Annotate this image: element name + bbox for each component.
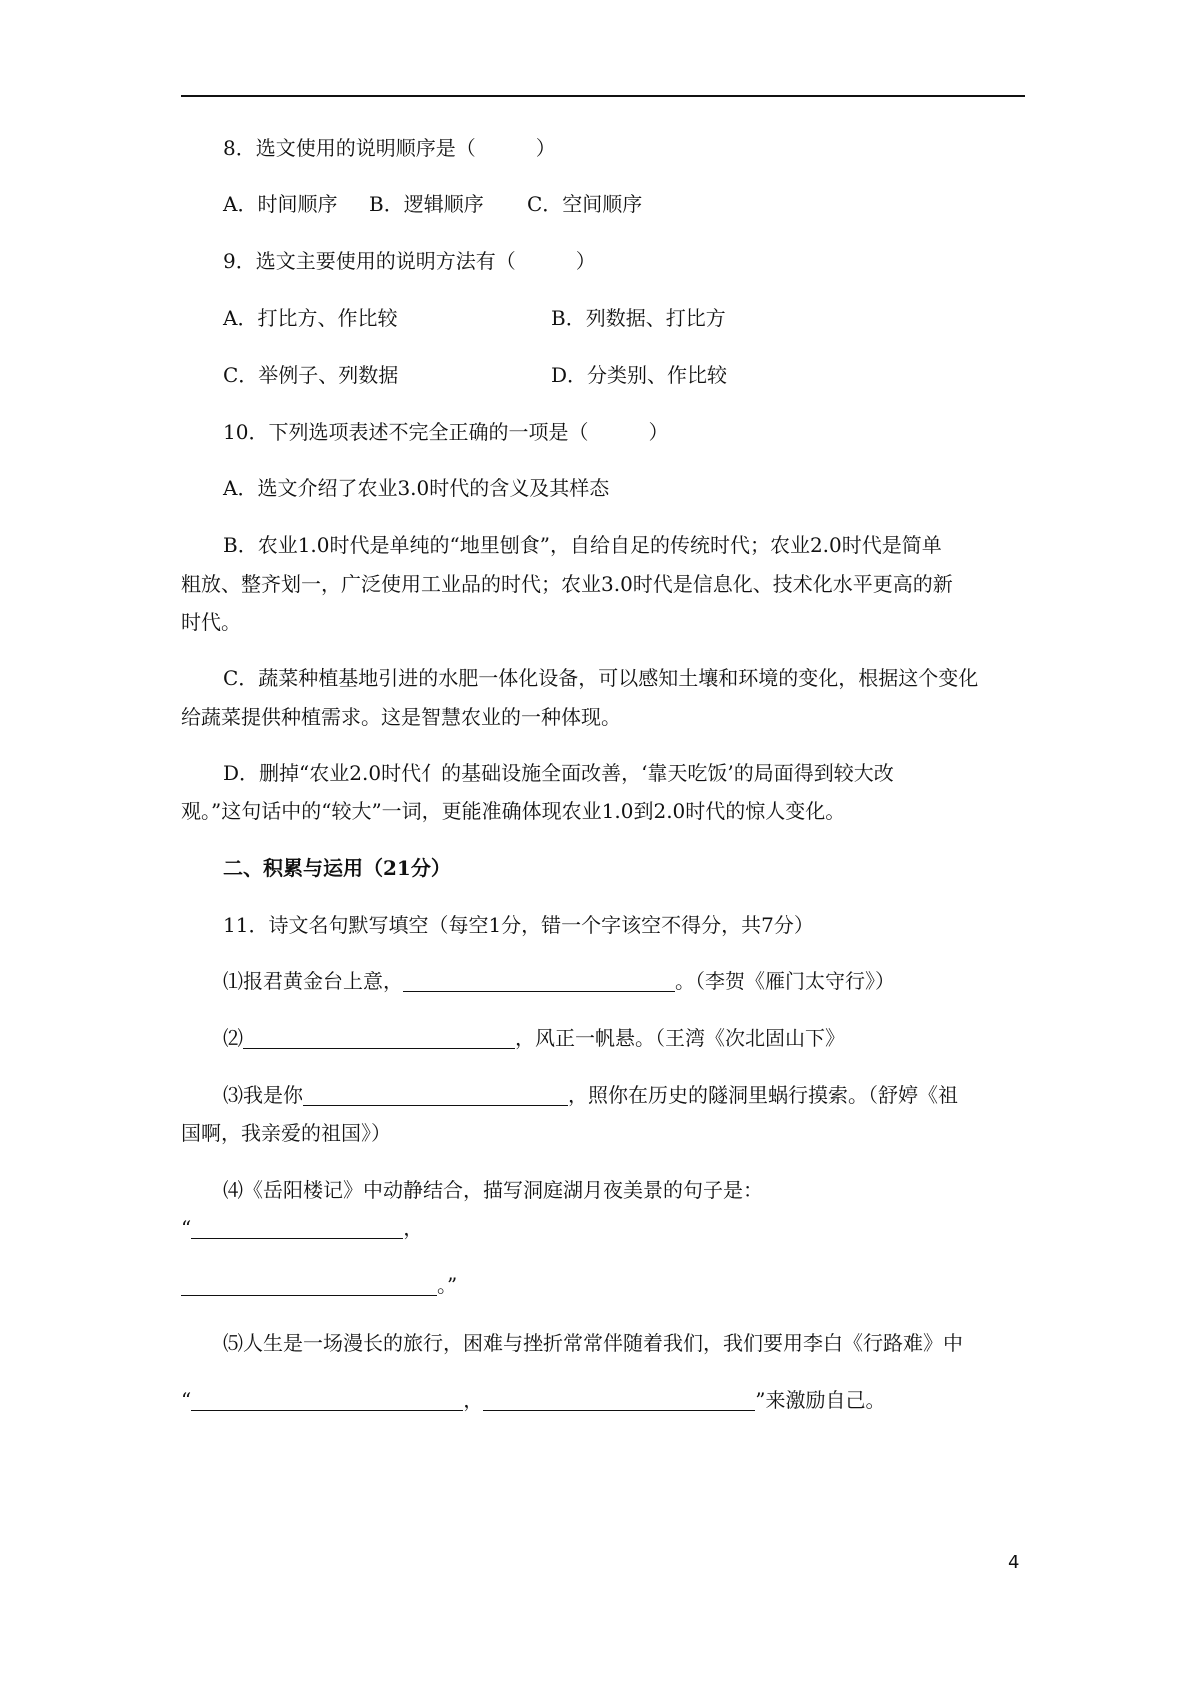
section-title: 二、积累与运用（21分） [223, 856, 451, 880]
q9-option-d: D．分类别、作比较 [551, 363, 728, 387]
header-rule [181, 95, 1025, 97]
q9-option-c: C．举例子、列数据 [223, 363, 399, 387]
q11-item-2-prefix: ⑵ [223, 1026, 243, 1050]
q11-item-3-line2: 国啊，我亲爱的祖国》） [181, 1121, 391, 1145]
q10-option-c-line2: 给蔬菜提供种植需求。这是智慧农业的一种体现。 [181, 705, 621, 729]
q8-stem: 8．选文使用的说明顺序是（ ） [223, 136, 556, 160]
fill-blank-5a[interactable] [191, 1388, 463, 1411]
q9-option-b: B．列数据、打比方 [551, 306, 726, 330]
q11-item-3-prefix: ⑶我是你 [223, 1083, 303, 1107]
q9-options-row1 [181, 302, 1067, 334]
q8-option-a: A．时间顺序 [223, 192, 338, 216]
q11-item-2-suffix: ，风正一帆悬。（王湾《次北固山下》 [515, 1026, 845, 1050]
q11-item-1 [181, 965, 1067, 997]
q11-item-4-comma: ， [403, 1216, 424, 1240]
q8-option-c: C．空间顺序 [527, 192, 643, 216]
fill-blank-1[interactable] [403, 969, 675, 992]
q11-item-5-suffix: ”来激励自己。 [755, 1388, 886, 1412]
q8-option-b: B．逻辑顺序 [369, 192, 484, 216]
q10-option-b-line1: B．农业1.0时代是单纯的“地里刨食”，自给自足的传统时代；农业2.0时代是简单 [223, 533, 942, 557]
q8-options [181, 188, 1067, 220]
q11-item-4-answer-line2 [181, 1269, 1025, 1301]
q10-option-c-line1: C．蔬菜种植基地引进的水肥一体化设备，可以感知土壤和环境的变化，根据这个变化 [223, 666, 979, 690]
fill-blank-3[interactable] [303, 1083, 568, 1106]
q11-item-4-close: 。” [437, 1273, 458, 1297]
fill-blank-2[interactable] [243, 1026, 515, 1049]
q10-option-a: A．选文介绍了农业3.0时代的含义及其样态 [223, 476, 610, 500]
q11-stem: 11．诗文名句默写填空（每空1分，错一个字该空不得分，共7分） [223, 913, 814, 937]
q11-item-3-suffix: ，照你在历史的隧洞里蜗行摸索。（舒婷《祖 [568, 1083, 958, 1107]
fill-blank-5b[interactable] [483, 1388, 755, 1411]
q11-item-5-answer [181, 1384, 1025, 1416]
q10-stem: 10．下列选项表述不完全正确的一项是（ ） [223, 420, 669, 444]
page-number: 4 [1008, 1552, 1020, 1573]
q9-option-a: A．打比方、作比较 [223, 306, 398, 330]
q10-option-b-line2: 粗放、整齐划一，广泛使用工业品的时代；农业3.0时代是信息化、技术化水平更高的新 [181, 572, 953, 596]
q11-item-2 [181, 1022, 1067, 1054]
q10-option-d-line2: 观。”这句话中的“较大”一词，更能准确体现农业1.0到2.0时代的惊人变化。 [181, 799, 846, 823]
q11-item-1-prefix: ⑴报君黄金台上意， [223, 969, 403, 993]
q10-option-d-line1: D．删掉“农业2.0时代亻的基础设施全面改善，‘靠天吃饭’的局面得到较大改 [223, 761, 894, 785]
q11-item-5: ⑸人生是一场漫长的旅行，困难与挫折常常伴随着我们，我们要用李白《行路难》中 [223, 1331, 963, 1355]
q11-item-5-comma: ， [463, 1388, 484, 1412]
q11-item-3 [181, 1079, 1067, 1111]
q11-item-1-suffix: 。（李贺《雁门太守行》） [675, 969, 895, 993]
q9-options-row2 [181, 359, 1067, 391]
q9-stem: 9．选文主要使用的说明方法有（ ） [223, 249, 596, 273]
q11-item-4-answer-line1 [181, 1212, 1025, 1244]
q10-option-b-line3: 时代。 [181, 610, 241, 634]
q11-item-4-open-quote: “ [181, 1216, 192, 1240]
fill-blank-4b[interactable] [181, 1273, 437, 1296]
q11-item-5-open-quote: “ [181, 1388, 192, 1412]
q11-item-4: ⑷《岳阳楼记》中动静结合，描写洞庭湖月夜美景的句子是： [223, 1178, 763, 1202]
fill-blank-4a[interactable] [191, 1216, 403, 1239]
